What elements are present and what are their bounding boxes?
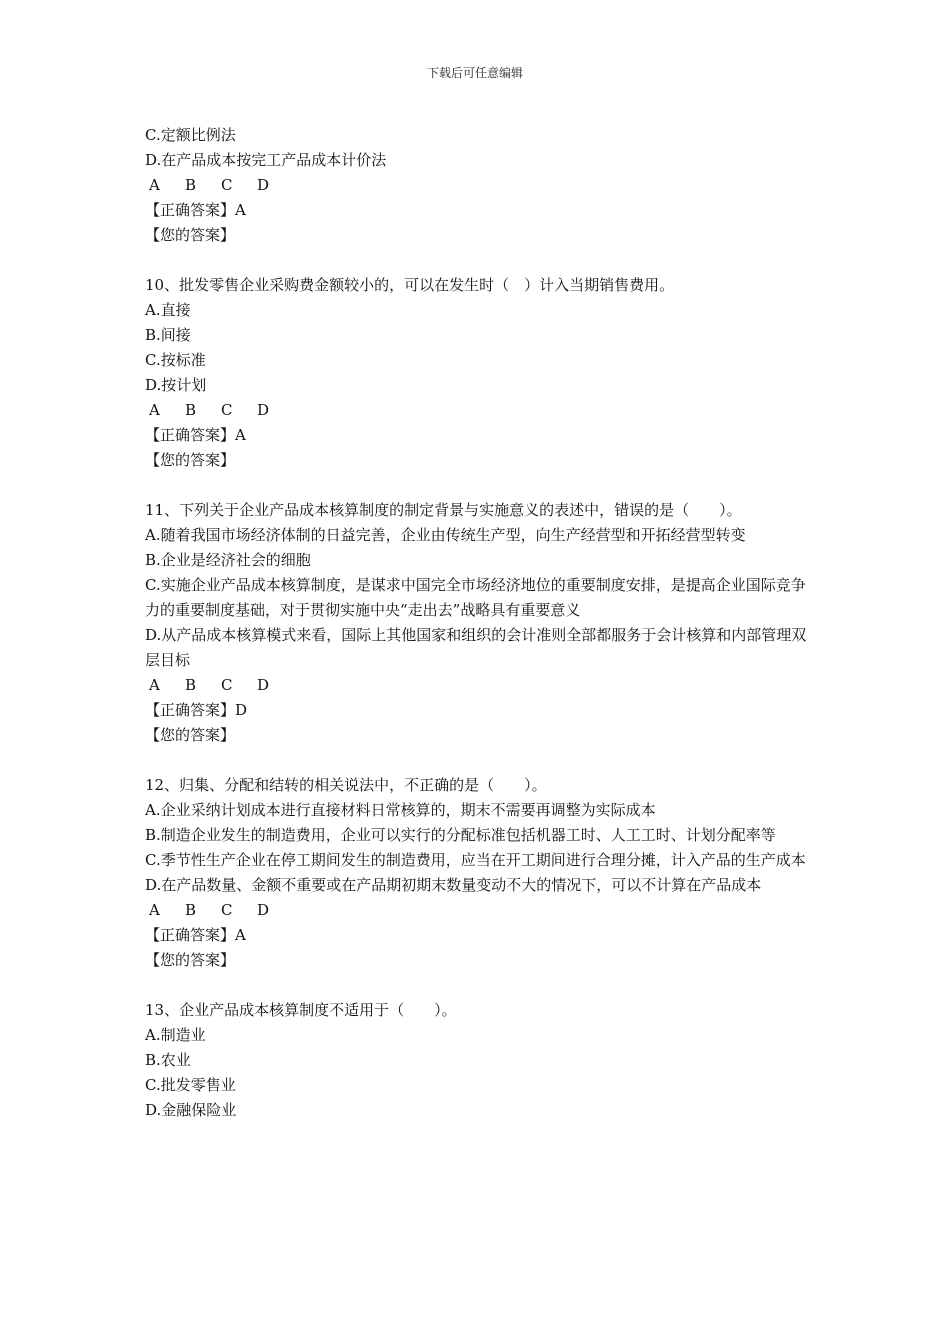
choice-d[interactable]: D	[257, 176, 270, 194]
correct-answer: 【正确答案】A	[145, 926, 246, 944]
question-stem: 10、批发零售企业采购费金额较小的，可以在发生时（ ）计入当期销售费用。	[145, 276, 675, 294]
choice-d[interactable]: D	[257, 676, 270, 694]
choice-b[interactable]: B	[185, 676, 197, 694]
choice-d[interactable]: D	[257, 901, 270, 919]
option-d: D.在产品数量、金额不重要或在产品期初期末数量变动不大的情况下，可以不计算在产品成本	[145, 876, 762, 894]
option-d: D.在产品成本按完工产品成本计价法	[145, 151, 387, 169]
answer-choices	[145, 173, 810, 198]
option-d: D.按计划	[145, 376, 207, 394]
answer-choices	[145, 673, 810, 698]
your-answer: 【您的答案】	[145, 726, 236, 744]
page-header: 下载后可任意编辑	[426, 66, 523, 80]
choice-b[interactable]: B	[185, 901, 197, 919]
choice-b[interactable]: B	[185, 176, 197, 194]
option-a: A.制造业	[145, 1026, 206, 1044]
choice-a[interactable]: A	[149, 901, 160, 919]
option-c: C.定额比例法	[145, 126, 236, 144]
question-stem: 13、企业产品成本核算制度不适用于（ ）。	[145, 1001, 457, 1019]
option-a: A.企业采纳计划成本进行直接材料日常核算的，期末不需要再调整为实际成本	[145, 801, 656, 819]
option-d: D.从产品成本核算模式来看，国际上其他国家和组织的会计准则全部都服务于会计核算和内部管理双层目标	[145, 626, 807, 669]
your-answer: 【您的答案】	[145, 951, 236, 969]
question-13	[145, 998, 810, 1123]
option-a: A.随着我国市场经济体制的日益完善，企业由传统生产型，向生产经营型和开拓经营型转变	[145, 526, 746, 544]
your-answer: 【您的答案】	[145, 226, 236, 244]
choice-c[interactable]: C	[221, 901, 233, 919]
option-b: B.农业	[145, 1051, 191, 1069]
answer-choices	[145, 898, 810, 923]
correct-answer: 【正确答案】A	[145, 201, 246, 219]
choice-b[interactable]: B	[185, 401, 197, 419]
question-stem: 12、归集、分配和结转的相关说法中，不正确的是（ ）。	[145, 776, 547, 794]
option-c: C.季节性生产企业在停工期间发生的制造费用，应当在开工期间进行合理分摊，计入产品的生产成本	[145, 851, 806, 869]
choice-d[interactable]: D	[257, 401, 270, 419]
answer-choices	[145, 398, 810, 423]
option-a: A.直接	[145, 301, 191, 319]
option-c: C.实施企业产品成本核算制度，是谋求中国完全市场经济地位的重要制度安排，是提高企业国际竞争力的重要制度基础，对于贯彻实施中央“走出去”战略具有重要意义	[145, 576, 806, 619]
choice-a[interactable]: A	[149, 401, 160, 419]
question-11	[145, 498, 810, 748]
option-b: B.间接	[145, 326, 191, 344]
option-c: C.批发零售业	[145, 1076, 236, 1094]
option-b: B.制造企业发生的制造费用，企业可以实行的分配标准包括机器工时、人工工时、计划分配率等	[145, 826, 776, 844]
document-body	[145, 123, 810, 1123]
choice-a[interactable]: A	[149, 176, 160, 194]
option-d: D.金融保险业	[145, 1101, 237, 1119]
option-c: C.按标准	[145, 351, 206, 369]
option-b: B.企业是经济社会的细胞	[145, 551, 311, 569]
prev-question	[145, 123, 810, 248]
question-stem: 11、下列关于企业产品成本核算制度的制定背景与实施意义的表述中，错误的是（ ）。	[145, 501, 742, 519]
your-answer: 【您的答案】	[145, 451, 236, 469]
question-10	[145, 273, 810, 473]
choice-a[interactable]: A	[149, 676, 160, 694]
choice-c[interactable]: C	[221, 401, 233, 419]
correct-answer: 【正确答案】D	[145, 701, 248, 719]
question-12	[145, 773, 810, 973]
choice-c[interactable]: C	[221, 176, 233, 194]
choice-c[interactable]: C	[221, 676, 233, 694]
correct-answer: 【正确答案】A	[145, 426, 246, 444]
